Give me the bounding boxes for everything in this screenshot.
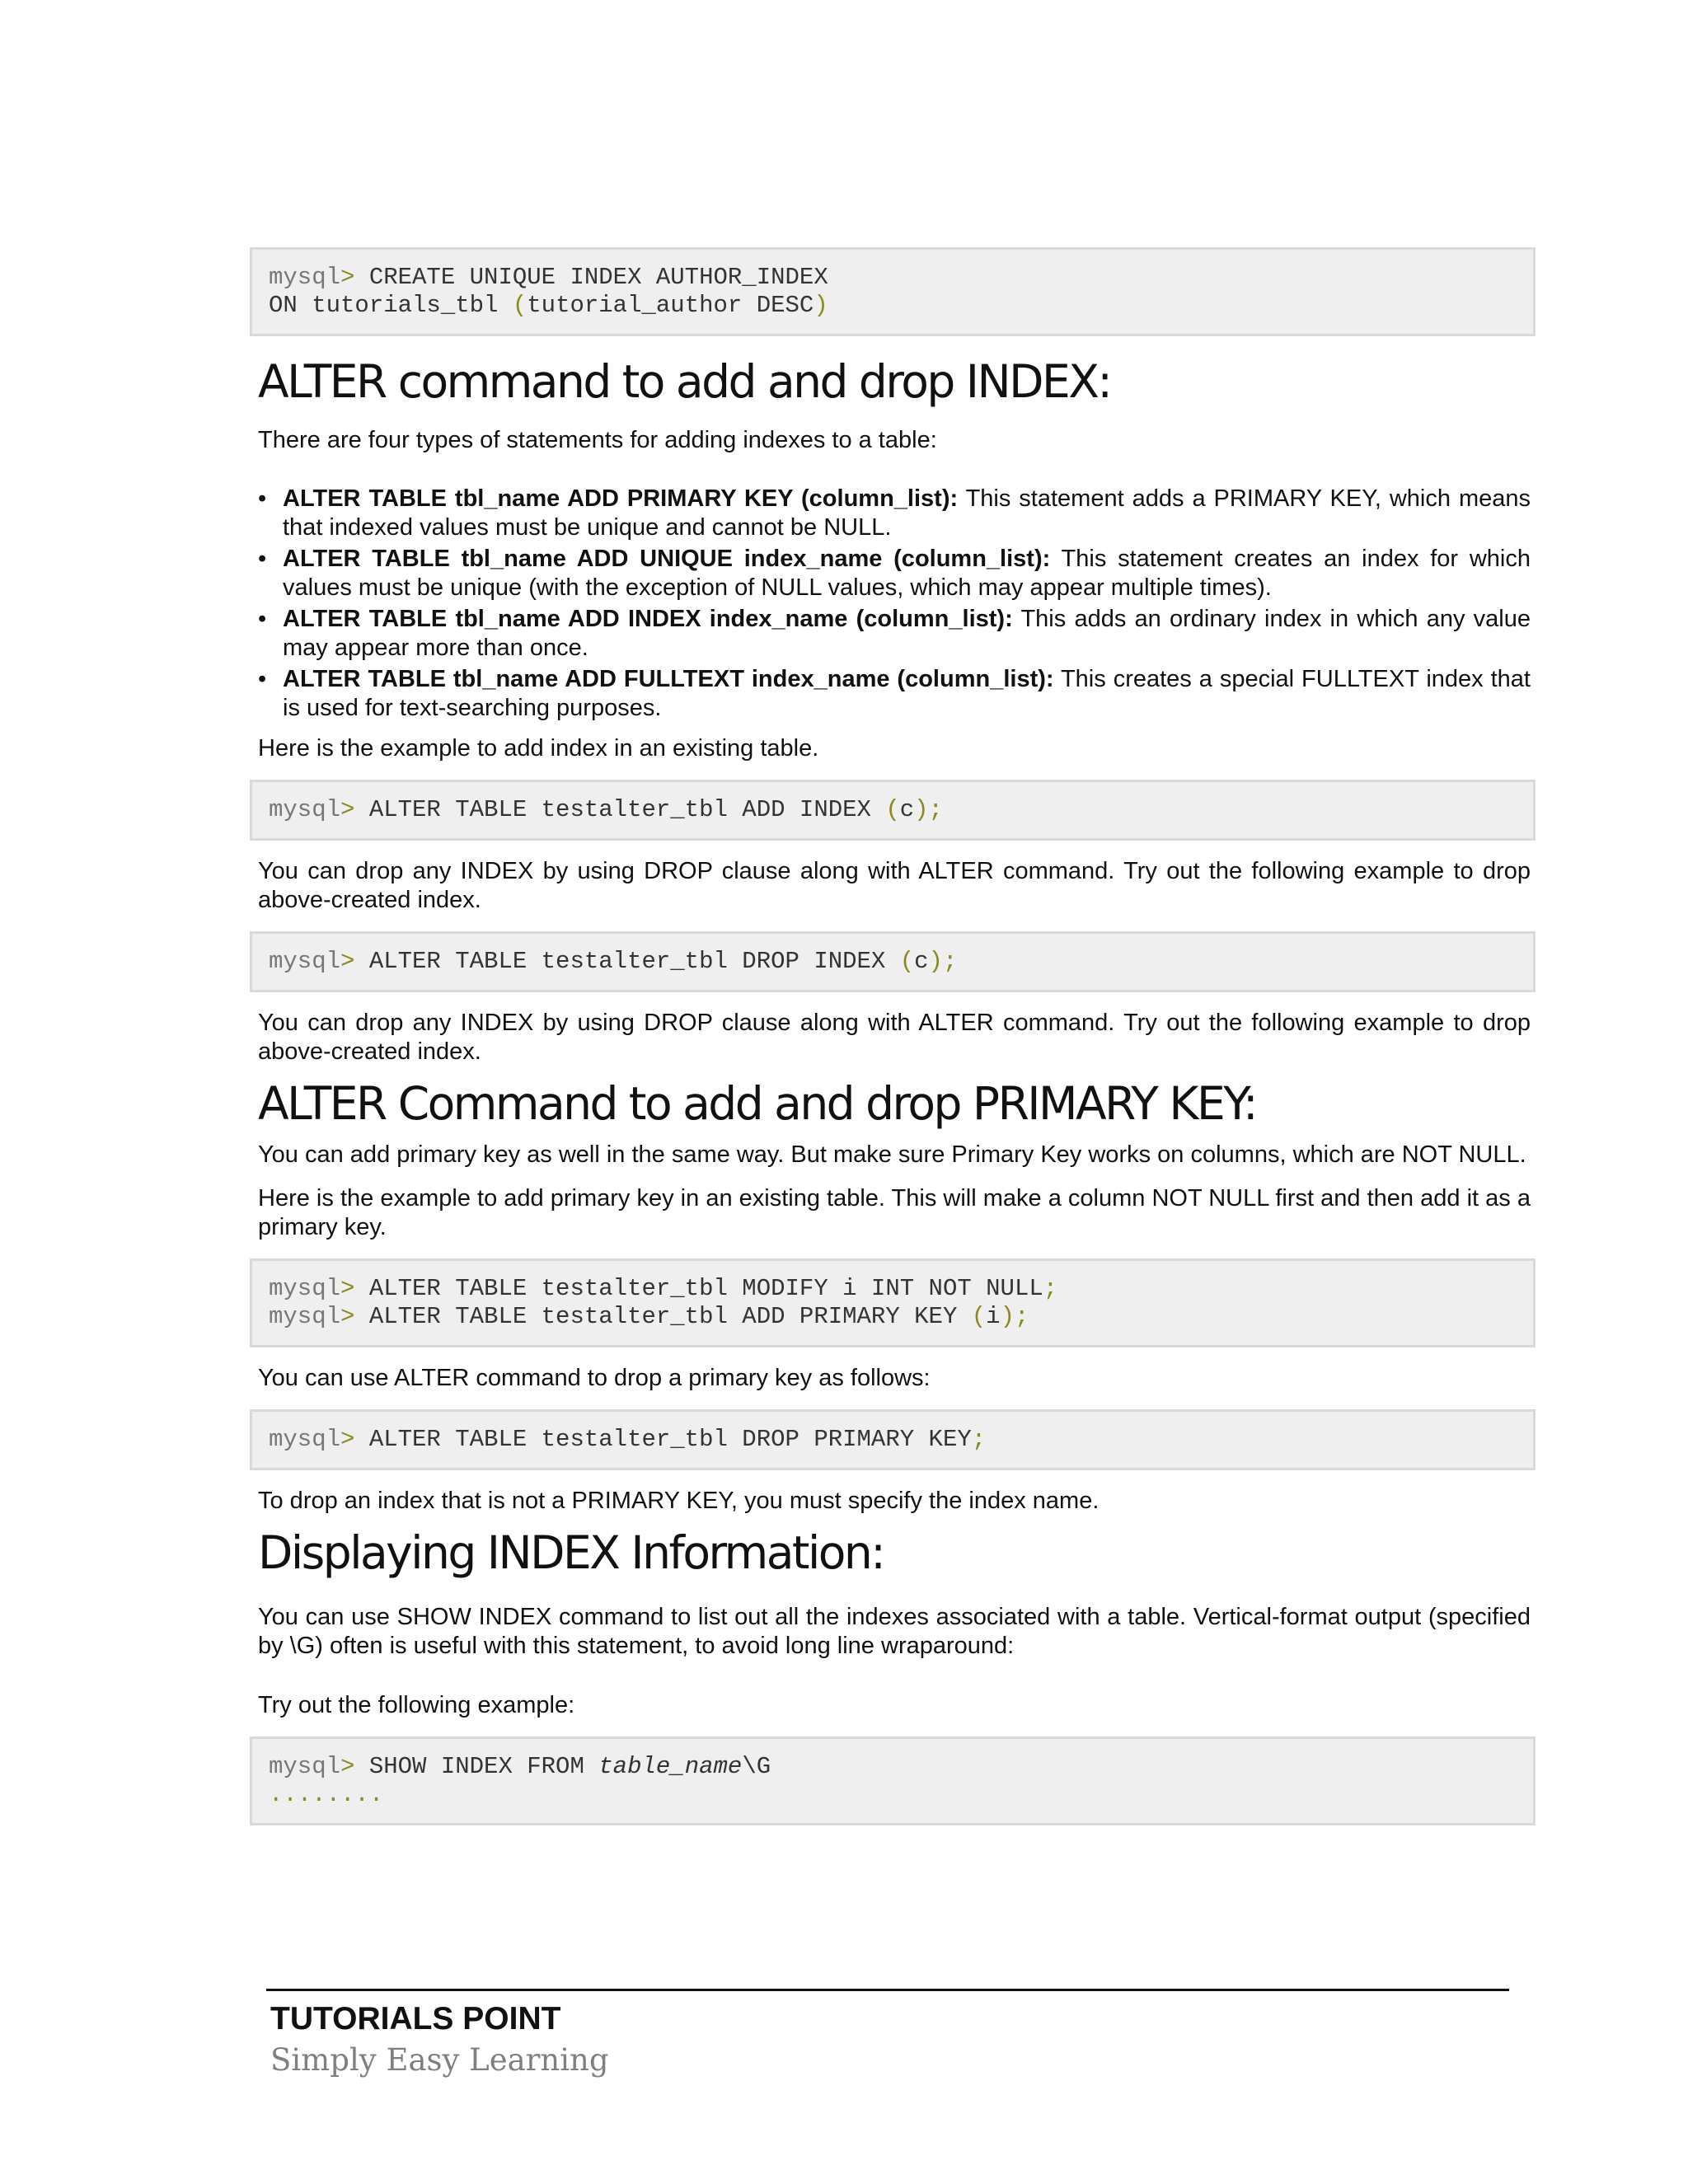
paragraph-example-intro: Here is the example to add index in an existing table.	[258, 735, 819, 762]
section-heading-alter-primary: ALTER Command to add and drop PRIMARY KEY:	[258, 1077, 1257, 1130]
paragraph-intro: There are four types of statements for adding indexes to a table:	[258, 427, 937, 453]
code-text: ALTER TABLE testalter_tbl ADD INDEX	[354, 796, 886, 823]
code-prompt: mysql	[269, 796, 341, 823]
code-block-add-primary	[250, 1258, 1536, 1347]
code-operator: >	[340, 1753, 355, 1780]
list-item-bold: ALTER TABLE tbl_name ADD INDEX index_name (column_list):	[283, 606, 1013, 632]
paragraph-primary-intro: You can add primary key as well in the same way. But make sure Primary Key works on columns, which are NOT NULL.	[258, 1141, 1526, 1168]
code-operator: ;	[1043, 1275, 1058, 1302]
section-heading-display-index: Displaying INDEX Information:	[258, 1526, 884, 1579]
code-text: ALTER TABLE testalter_tbl DROP PRIMARY KEY	[354, 1426, 972, 1453]
code-text: ALTER TABLE testalter_tbl DROP INDEX	[354, 948, 900, 975]
code-operator: >	[340, 264, 355, 291]
code-text: ON tutorials_tbl	[269, 292, 513, 319]
code-operator: )	[814, 292, 828, 319]
code-operator: >	[340, 1303, 355, 1330]
code-text: c	[899, 796, 915, 823]
code-operator: );	[928, 948, 958, 975]
code-text: \G	[742, 1753, 771, 1780]
code-operator: (	[971, 1303, 987, 1330]
code-text: c	[914, 948, 929, 975]
code-operator: (	[512, 292, 528, 319]
code-prompt: mysql	[269, 1753, 341, 1780]
paragraph-primary-example: Here is the example to add primary key in an existing table. This will make a column NOT NULL first and then add it as a primary key.	[258, 1185, 1531, 1240]
list-item	[258, 545, 1531, 602]
footer-tagline: Simply Easy Learning	[270, 2042, 609, 2078]
code-operator: >	[340, 796, 355, 823]
code-text: tutorial_author DESC	[527, 292, 814, 319]
code-operator: >	[340, 1275, 355, 1302]
list-item	[258, 605, 1531, 663]
code-prompt: mysql	[269, 948, 341, 975]
paragraph-show-index: You can use SHOW INDEX command to list out all the indexes associated with a table. Vertical-format output (specified by \G) often is useful with this statement, to avoid long line wraparound:	[258, 1604, 1531, 1659]
code-ellipsis: ........	[269, 1781, 384, 1808]
paragraph-drop-index: You can drop any INDEX by using DROP clause along with ALTER command. Try out the following example to drop above-created index.	[258, 858, 1531, 913]
code-block-show-index	[250, 1736, 1536, 1825]
code-text: CREATE UNIQUE INDEX AUTHOR_INDEX	[354, 264, 828, 291]
paragraph-try-example: Try out the following example:	[258, 1692, 575, 1718]
code-operator: >	[340, 948, 355, 975]
code-text: ALTER TABLE testalter_tbl MODIFY i INT NOT NULL	[354, 1275, 1043, 1302]
code-block-drop-index	[250, 931, 1536, 992]
code-text: ALTER TABLE testalter_tbl ADD PRIMARY KEY	[354, 1303, 972, 1330]
list-item-bold: ALTER TABLE tbl_name ADD UNIQUE index_name (column_list):	[283, 546, 1051, 572]
list-item-text: This adds an ordinary index in which any value may appear more than once.	[283, 606, 1531, 661]
list-item	[258, 485, 1531, 542]
code-block-create-index	[250, 247, 1536, 336]
page-content	[258, 247, 1531, 1825]
list-item-text: This creates a special FULLTEXT index that is used for text-searching purposes.	[283, 666, 1531, 721]
code-text: SHOW INDEX FROM	[354, 1753, 599, 1780]
list-item-text: This statement adds a PRIMARY KEY, which means that indexed values must be unique and cannot be NULL.	[283, 485, 1531, 541]
bullet-icon: •	[258, 606, 267, 632]
code-block-drop-primary	[250, 1409, 1536, 1470]
paragraph-drop-index-repeat: You can drop any INDEX by using DROP clause along with ALTER command. Try out the following example to drop above-created index.	[258, 1010, 1531, 1065]
code-operator: );	[1000, 1303, 1029, 1330]
code-block-add-index	[250, 780, 1536, 841]
code-prompt: mysql	[269, 1426, 341, 1453]
list-item-bold: ALTER TABLE tbl_name ADD FULLTEXT index_name (column_list):	[283, 666, 1054, 692]
paragraph-drop-primary-intro: You can use ALTER command to drop a primary key as follows:	[258, 1365, 931, 1391]
code-operator: (	[899, 948, 915, 975]
list-item	[258, 665, 1531, 723]
footer-brand: TUTORIALS POINT	[270, 2001, 561, 2036]
code-operator: >	[340, 1426, 355, 1453]
code-text: i	[986, 1303, 1001, 1330]
paragraph-drop-non-primary: To drop an index that is not a PRIMARY KEY, you must specify the index name.	[258, 1488, 1100, 1514]
section-heading-alter-index: ALTER command to add and drop INDEX:	[258, 355, 1111, 408]
list-item-text: This statement creates an index for which values must be unique (with the exception of NULL values, which may appear multiple times).	[283, 546, 1531, 601]
code-prompt: mysql	[269, 1275, 341, 1302]
bullet-icon: •	[258, 485, 267, 512]
list-item-bold: ALTER TABLE tbl_name ADD PRIMARY KEY (column_list):	[283, 485, 959, 512]
bullet-icon: •	[258, 666, 267, 692]
bullet-icon: •	[258, 546, 267, 572]
code-prompt: mysql	[269, 264, 341, 291]
code-operator: (	[885, 796, 900, 823]
footer-divider	[266, 1989, 1509, 1991]
statement-list	[258, 485, 1531, 723]
code-operator: );	[914, 796, 943, 823]
code-italic-text: table_name	[598, 1753, 743, 1780]
code-operator: ;	[971, 1426, 987, 1453]
code-prompt: mysql	[269, 1303, 341, 1330]
